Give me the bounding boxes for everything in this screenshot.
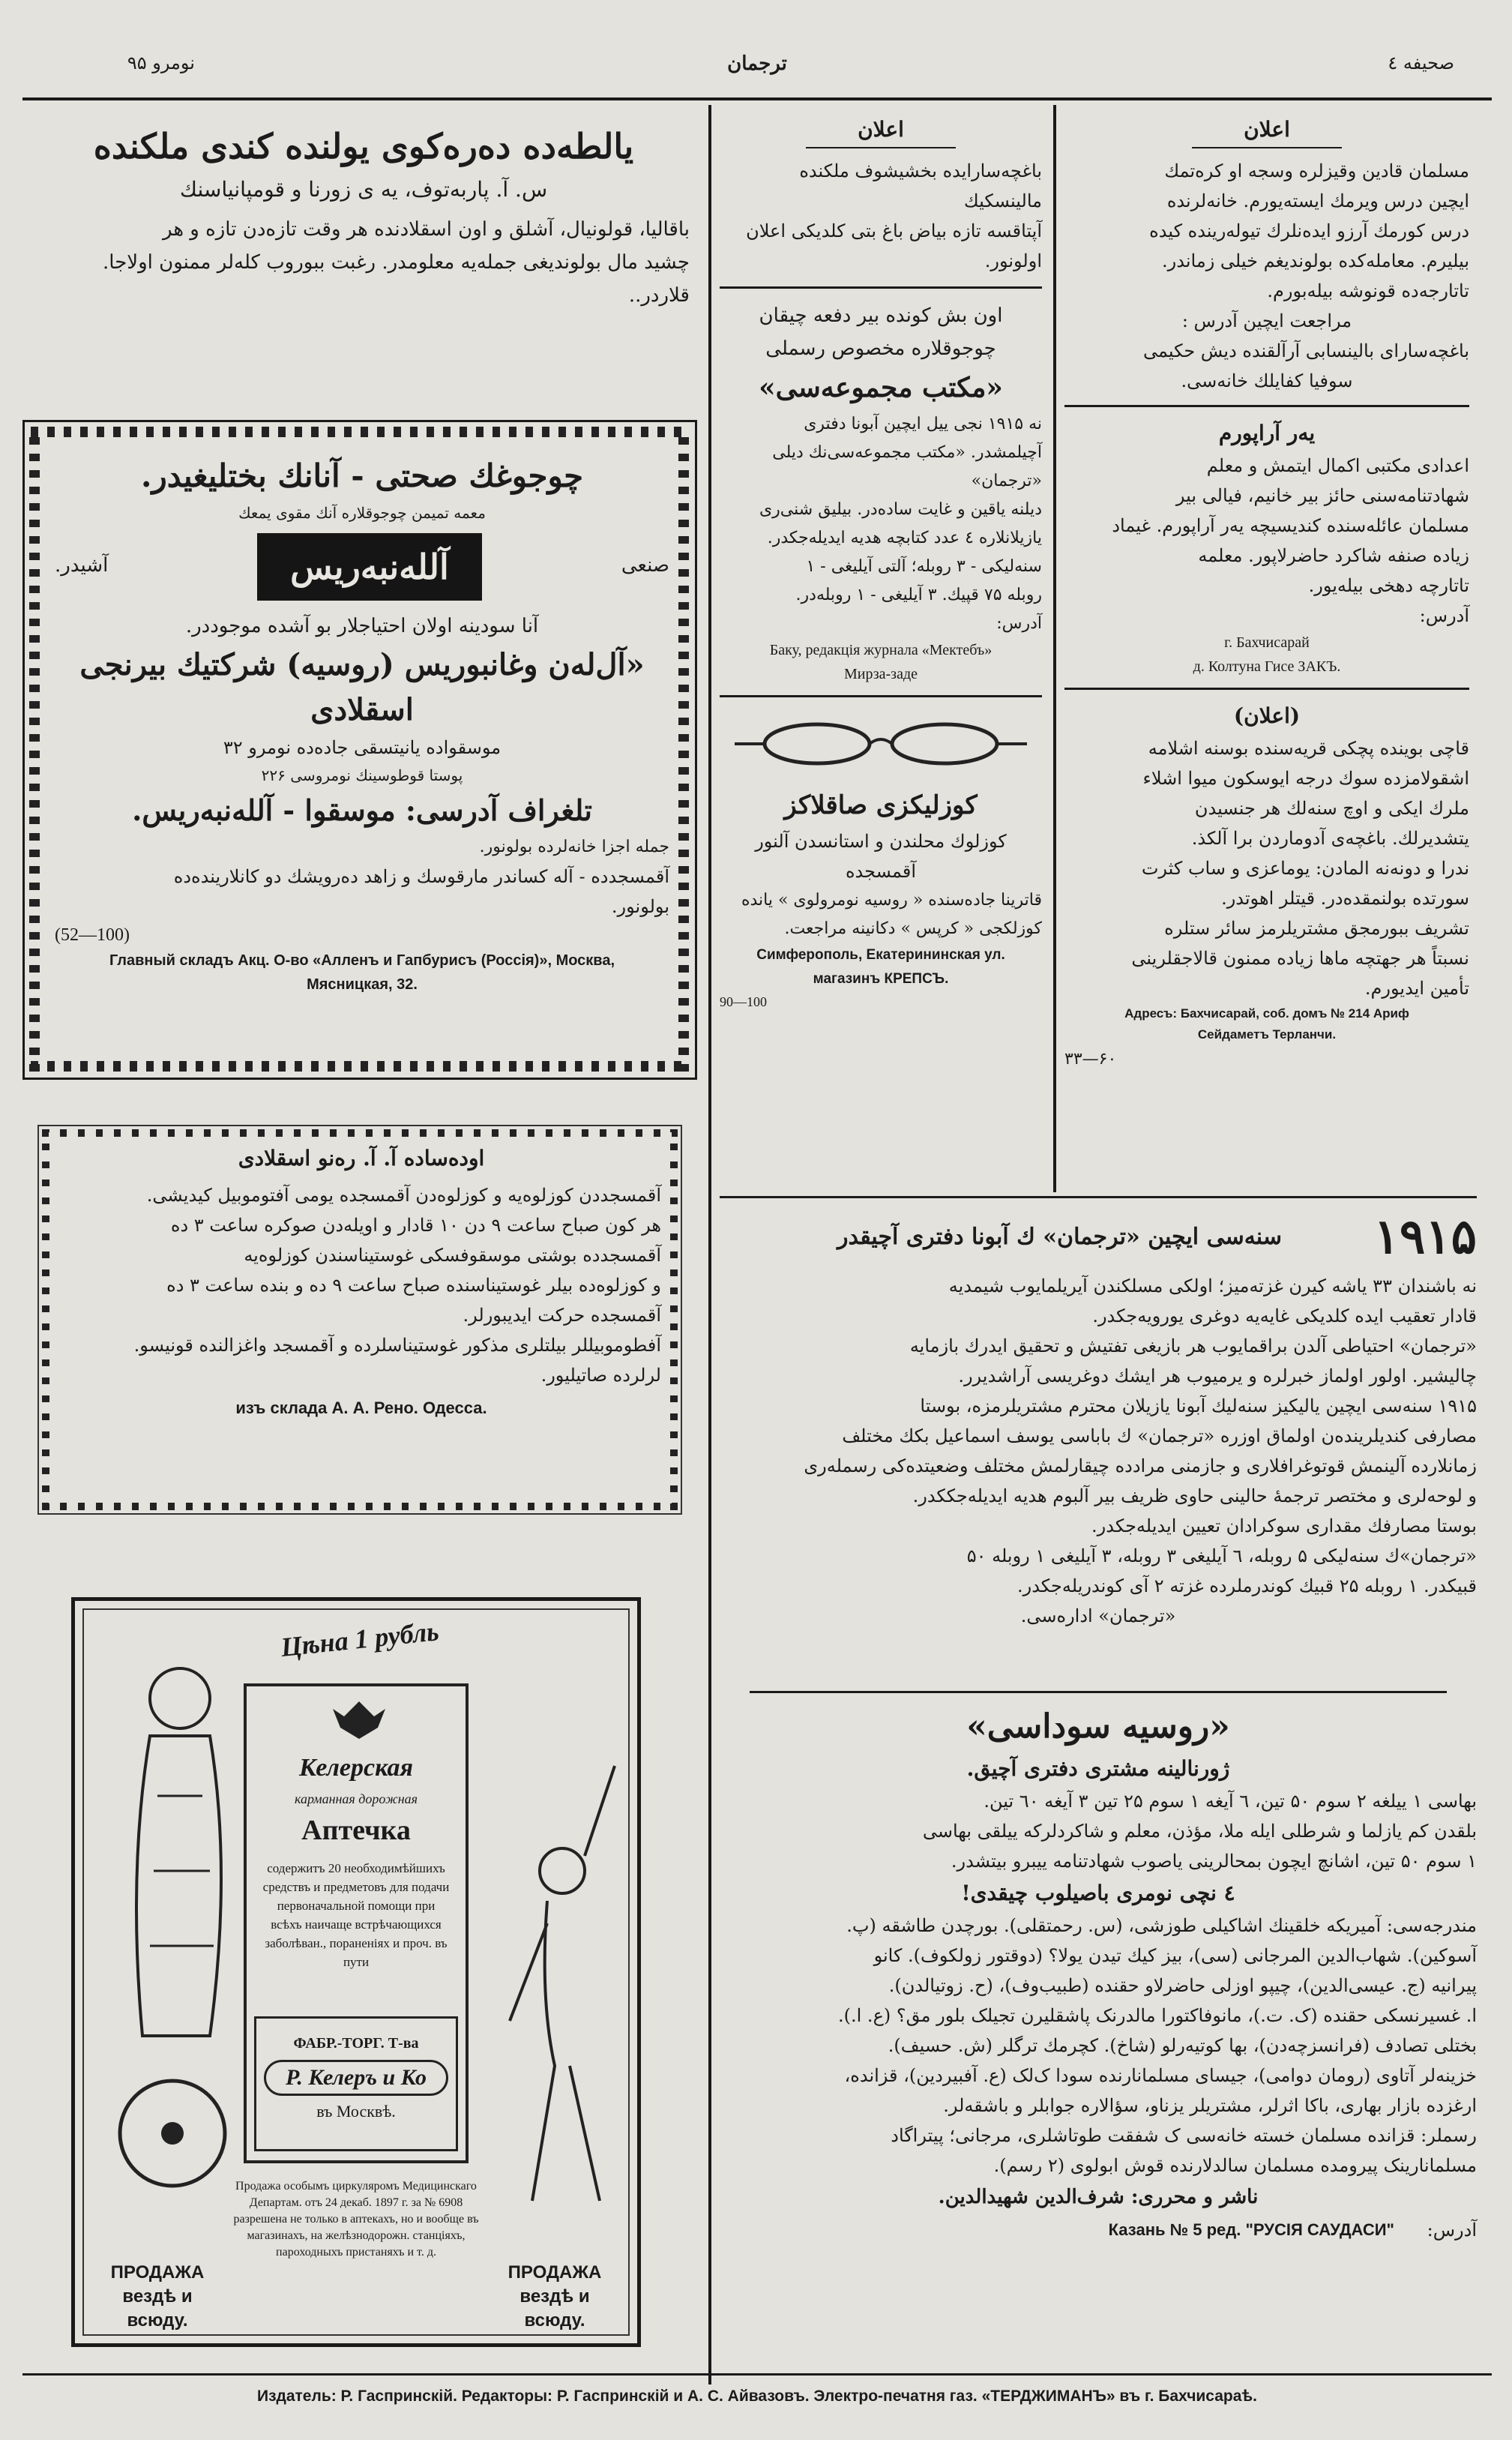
grocery-ad-line: باقالیا، قولونیال، آشلق و اون اسقلادنده هر وقت تازه‌دن تازه و هر — [162, 218, 690, 241]
russia-line: ارغزده بازار بهاری، باکا اثرلر، مشتریلر یزناو، سؤالاره جوابلر و باشقه‌لر. — [943, 2095, 1477, 2116]
ilan2-line: تشریف ببورمجق مشتریلرمز سائر ستلره — [1164, 918, 1469, 939]
right-ilan-line: تاتارجه‌ده قونوشه بیلەبورم. — [1267, 280, 1469, 301]
russia-line: مندرجه‌سی: آمیریکه خلقینك اشاکیلی طوزشی، (س. رحمتقلی). بورچدن طاشقه (پ. — [846, 1915, 1477, 1936]
grocery-ad-line: قلاردر.. — [628, 284, 690, 307]
ilan2-line: ندرا و دونه‌نه المادن: یوماعزی و ساب کثرت — [1141, 858, 1469, 879]
subscription-line: و لوحه‌لری و مختصر ترجمهٔ حالینی حاوی ظریف بیر آلبوم هدیه ایدیله‌جککدر. — [912, 1485, 1477, 1506]
reno-ad-title: اوده‌ساده آ. آ. ره‌نو اسقلادی — [238, 1146, 485, 1171]
right-ilan-line: سوفیا کفایلك خانەسی. — [1181, 370, 1353, 391]
dotted-border — [42, 1503, 678, 1510]
dotted-border — [42, 1129, 49, 1510]
mektep-line: یازیلانلاره ٤ عدد کتابچه هدیه ایدیله‌جکدر. — [767, 529, 1042, 547]
yar-line: تاتارچه دهخی بیله‌یور. — [1308, 575, 1469, 596]
russia-issue-headline: ٤ نچی نومری باصیلوب چیقدی! — [961, 1881, 1235, 1905]
column-rule-left — [708, 105, 711, 2385]
allenburys-suffix: آشیدر. — [55, 554, 109, 577]
ilan-line: اولونور. — [984, 250, 1042, 271]
mektep-line: دیلنه یاقین و غایت سادەدر. بیلیق شنی‌ری — [759, 500, 1042, 519]
subscription-line: «ترجمان» احتیاطی آلدن براقمایوب هر بازیغی تفتیش و تحقیق ایدرك بازمایه — [909, 1335, 1477, 1356]
yar-address-label: آدرس: — [1419, 605, 1469, 626]
allenburys-logo: آلله‌نبه‌ریس — [257, 533, 482, 601]
keller-description: содержитъ 20 необходимѣйшихъ средствъ и предметовъ для подачи первоначальной помощи при всѣхъ наичаще встрѣчающихся заболѣван., пораненіях и проч. въ пути — [262, 1861, 450, 1969]
russia-line: پیرانیه (ج. عیسی‌الدین)، چیپو اوزلی حاضرلاو حقنده (طبیب‌وف)، (ح. زوتیالدن). — [888, 1975, 1477, 1996]
subscription-line: نه باشندان ۳۳ یاشه کیرن غزته‌میز؛ اولکی مسلکندن آیریلمایوب شیمدیه — [948, 1275, 1477, 1296]
reno-ad-line: آفطوموبیللر بیلتلری مذکور غوستیناسلرده و آقمسجد واغزالنده قونیسو. — [133, 1335, 661, 1356]
man-figure-icon — [495, 1751, 630, 2231]
russia-address-label: آدرس: — [1427, 2220, 1477, 2241]
subscription-line: مصارفی کندیلرینده‌ن اولماق اوزره «ترجمان» ك باباسی یوسف اسماعیل بکك مختلف — [842, 1425, 1477, 1446]
reno-ad-line: لرلرده صاتیلیور. — [540, 1365, 661, 1386]
middle-column — [720, 112, 1042, 1012]
ilan-line: آپتاقسه تازه بیاض باغ بتی کلدیکی اعلان — [746, 220, 1042, 241]
glasses-number: 90—100 — [720, 994, 767, 1009]
right-ilan-line: مراجعت ایچین آدرس : — [1181, 310, 1352, 331]
subscription-year: ۱۹۱۵ — [1373, 1209, 1477, 1265]
ilan2-line: تأمین ایدیورم. — [1364, 978, 1469, 999]
allenburys-sub: معمه تمیمن چوجوقلاره آنك مقوی یمعك — [238, 504, 486, 522]
yar-russian: г. Бахчисарай — [1224, 634, 1310, 651]
russia-line: بهاسی ۱ ییلغه ۲ سوم ۵۰ تین، ٦ آیغه ۱ سوم ۲۵ تین ۳ آیغه ٦۰ تین. — [984, 1791, 1477, 1812]
subscription-line: «ترجمان»ك سنه‌لیکی ۵ روبله، ٦ آیلیغی ۳ روبله، ۳ آیلیغی ۱ روبله ۵۰ — [966, 1545, 1477, 1566]
subscription-line: زمانلارده آلینمش قوتوغرافلاری و جازمنی مرادده چیقارلمش مختلف وضعیتده‌کی رسمله‌ری — [804, 1455, 1477, 1476]
yar-line: مسلمان عائله‌سنده کندیسیچه یەر آراپورم. غیماد — [1112, 515, 1469, 536]
allenburys-number: (52—100) — [55, 925, 130, 945]
subscription-line: چالیشیر. اولور اولماز خبرلره و یرمیوب هر ایشك دوغریسی آراشدیرر. — [958, 1365, 1477, 1386]
russia-line: آسوکین). شهاب‌الدین المرجانی (سی)، بیز کیك تیدن یولا؟ (دوقتور زولکوف). کانو — [873, 1945, 1477, 1966]
mektep-address-label: آدرس: — [996, 614, 1042, 633]
allenburys-line: آنا سودینه اولان احتیاجلار بو آشده موجوددر. — [185, 615, 539, 637]
yar-russian: д. Колтуна Гисе ЗАКЪ. — [1193, 658, 1341, 675]
reno-ad-line: و کوزلوه‌ده بیلر غوستیناسنده صباح ساعت ۹ ده و بنده ساعت ۳ ده — [166, 1275, 661, 1296]
allenburys-ad — [22, 420, 697, 1080]
ilan2-line: یتشدیرلك. باغچه‌ی آدوماردن برا آلکذ. — [1191, 828, 1469, 849]
russia-line: مسلمانارینک پیرومده مسلمان سالدلارنده قوش ابولوی (۲ رسم). — [993, 2155, 1477, 2176]
russia-saudasi-notice — [720, 1702, 1477, 2247]
yar-line: شهادتنامه‌سنی حائز بیر خانیم، فیالی بیر — [1175, 485, 1469, 506]
aptechka-box — [244, 1683, 469, 2163]
ilan-line: باغچه‌سارایده بخشیشوف ملکنده مالینسکیك — [799, 160, 1042, 211]
glasses-russian: магазинъ КРЕПСЪ. — [813, 971, 949, 987]
ilan2-line: سورتده بولنمقده‌در. قیتلر اهوتدر. — [1221, 888, 1469, 909]
glasses-line: قاترینا جاده‌سنده « روسیه نومرولوی » یانده — [741, 891, 1042, 910]
ilan2-title: (اعلان) — [1233, 703, 1301, 728]
subscription-line: قبیکدر. ۱ روبله ۲۵ قبیك کوندرملرده غزته ۲ آی کوندریله‌جکدر. — [1016, 1575, 1477, 1596]
footer-imprint: Издатель: Р. Гаспринскій. Редакторы: Р. Гаспринскій и А. С. Айвазовъ. Электро-печатня газ. «ТЕРДЖИМАНЪ» въ г. Бахчисараѣ. — [256, 2388, 1258, 2405]
keller-city: въ Москвѣ. — [316, 2102, 396, 2121]
reno-ad-line: آقمسجده حرکت ایدیبورلر. — [463, 1305, 661, 1326]
keller-sale-left: ПРОДАЖА вездѣ и всюду. — [110, 2262, 205, 2331]
dotted-border — [42, 1129, 678, 1137]
grocery-ad-line: چشید مال بولوندیغی جمله‌یه معلومدر. رغبت ببوروب کله‌لر ممنون اولاجا. — [103, 251, 690, 274]
yar-line: زیاده صنفه شاکرد حاضرلاپور. معلمه — [1198, 545, 1469, 566]
keller-aptechka-ad — [71, 1597, 641, 2347]
russia-title: «روسیه سوداسی» — [966, 1707, 1230, 1746]
allenburys-firm: «آل‌له‌ن وغانبوریس (روسیه) شرکتیك بیرنجی — [79, 647, 645, 682]
right-ilan-line: درس کورمك آرزو ایده‌نلرك تیوله‌رینده کیده — [1149, 220, 1469, 241]
keller-small: карманная дорожная — [295, 1791, 418, 1806]
keller-brand: Келерская — [299, 1754, 413, 1782]
russia-line: رسملر: قزانده مسلمان خسته خانه‌سی ک شفقت طوتاشلری، مرجانی؛ پیتراگاد — [891, 2125, 1477, 2146]
ilan2-line: قاچی بوینده پچکی قریه‌سنده بوسنه اشلامه — [1148, 738, 1469, 759]
ilan2-russian: Сейдаметъ Терланчи. — [1197, 1027, 1337, 1042]
allenburys-line: آقمسجدده - آله کساندر مارقوسك و زاهد ده‌رویشك دو کانلارینده‌ده — [173, 866, 669, 887]
grocery-ad-title: یالطه‌ده دەره‌کوی یولنده کندی ملکنده — [93, 126, 634, 166]
ilan2-russian: Адресъ: Бахчисарай, соб. домъ № 214 Ариф — [1124, 1006, 1409, 1021]
eyeglasses-icon — [720, 706, 1042, 781]
mektep-russian: Баку, редакція журнала «Мектебъ» — [769, 642, 993, 658]
yar-title: یەر آراپورم — [1218, 421, 1316, 445]
allenburys-line: بولونور. — [611, 896, 669, 917]
tercuman-subscription — [720, 1204, 1477, 1631]
russia-line: خزینه‌لر آتاوی (رومان دوامی)، جیسای مسلمانارنده سودا ک‌لک (ع. آفبیردین)، قزانده، — [844, 2065, 1477, 2086]
mektep-line: چوجوقلاره مخصوص رسملی — [765, 337, 996, 360]
right-ilan-line: ایچین درس ویرمك ایسته‌یورم. خانه‌لرنده — [1166, 190, 1469, 211]
column-rule-right — [1053, 105, 1056, 1192]
allenburys-firm: اسقلادی — [310, 692, 414, 727]
yar-line: اعدادی مکتبی اکمال ایتمش و معلم — [1206, 455, 1469, 476]
glasses-line: آقمسجده — [845, 861, 917, 882]
keller-firm: Р. Келеръ и Ко — [286, 2065, 427, 2090]
ilan2-number: ۶۰—۳۳ — [1064, 1050, 1117, 1069]
glasses-title: کوزلیکزی صاقلاکز — [784, 790, 978, 820]
reno-ad-line: آقمسجددن کوزلوه‌یه و کوزلوه‌دن آقمسجده یومی آفتوموبیل کیدیشی. — [146, 1185, 661, 1206]
glasses-line: کوزلوك محلندن و استانسدن آلنور — [755, 831, 1007, 852]
right-ilan-title: اعلان — [1244, 117, 1290, 142]
russia-line: ا. غسیرنسکی حقنده (ک. ت.)، مانوفاکتورا مالدرنک پاشقلیرن تجیلک بلور مق؟ (ع. ا.). — [838, 2005, 1477, 2026]
keller-fab: ФАБР.-ТОРГ. Т-ва — [293, 2035, 419, 2052]
allenburys-line: جمله اجزا خانه‌لرده بولونور. — [479, 838, 669, 856]
mektep-line: نه ۱۹۱۵ نجی ییل ایچین آبونا دفتری — [804, 415, 1042, 433]
allenburys-postbox: پوستا قوطوسینك نومروسی ۲۲۶ — [261, 766, 463, 784]
eagle-emblem-icon — [329, 1694, 389, 1746]
masthead-rule — [22, 97, 1492, 100]
allenburys-prefix: صنعی — [621, 554, 669, 577]
ilan2-line: اشقولامزده سوك درجه ایوسکون میوا اشلاء — [1142, 768, 1469, 789]
russia-publisher: ناشر و محرری: شرف‌الدین شهیدالدین. — [938, 2186, 1259, 2208]
ornament-border — [31, 1061, 689, 1072]
keller-sale-right: ПРОДАЖА вездѣ и всюду. — [507, 2262, 602, 2331]
mektep-line: آچیلمشدر. «مکتب مجموعه‌سی‌نك دیلی «ترجمان» — [772, 443, 1042, 490]
right-ilan-line: باغچه‌سارای بالینسابی آرآلقنده دیش حکیمی — [1142, 340, 1469, 361]
reno-ad-line: آقمسجدده بوشتی موسقوفسکی غوستیناسندن کوزلوه‌یه — [244, 1245, 661, 1266]
glasses-line: کوزلکجی « کرپس » دکانینه مراجعت. — [784, 919, 1042, 938]
keller-price: Цѣна 1 рубль — [279, 1616, 441, 1662]
right-ilan-line: بیلیرم. معامله‌کده بولوندیغم خیلی زماندر. — [1162, 250, 1469, 271]
russia-line: ۱ سوم ۵۰ تین، اشانچ ایچون بمحالرینی یاصوب شهادتنامه ییبرو بیتشدر. — [951, 1851, 1477, 1872]
mektep-line: اون بش کونده بیر دفعه چیقان — [759, 304, 1003, 327]
subscription-signature: «ترجمان» اداره‌سی. — [1020, 1605, 1176, 1626]
ilan2-line: نسبتاً هر جهتچه ماها زیاده ممنون قالاجقلرینی — [1131, 948, 1469, 969]
page-number: صحیفه ٤ — [1388, 52, 1454, 73]
russia-line: بختلی تصادف (فرانسزچه‌دن)، بها کوتیه‌رلو (شاخ). کچرمك ترگلر (ش. حسیف). — [888, 2035, 1477, 2056]
reno-ad-line: هر کون صباح ساعت ۹ دن ۱۰ قادار و اویله‌دن صوکره ساعت ۳ ده — [170, 1215, 661, 1236]
subscription-headline: سنه‌سی ایچین «ترجمان» ك آبونا دفتری آچیقدر — [837, 1224, 1282, 1250]
keller-name: Аптечка — [301, 1815, 411, 1846]
russia-line: بلقدن کم یازلما و شرطلی ایله ملا، مؤذن، معلم و شاکردلرکه ییلقی بهاسی — [922, 1821, 1477, 1842]
glasses-russian: Симферополь, Екатерининская ул. — [756, 947, 1005, 963]
dotted-border — [670, 1129, 678, 1510]
allenburys-telegraph: تلغراف آدرسی: موسقوا - آلله‌نبه‌ریس. — [132, 793, 592, 827]
ilan-title: اعلان — [858, 117, 904, 142]
right-column — [1064, 112, 1469, 1074]
allenburys-headline: چوجوغك صحتی - آنانك بختلیغیدر. — [140, 457, 584, 494]
ilan2-line: ملرك ایکی و اوچ سنه‌لك هر جنسیدن — [1194, 798, 1469, 819]
ornament-border — [29, 428, 40, 1072]
reno-ad — [37, 1125, 682, 1515]
allenburys-address: موسقواده یانیتسقی جاده‌ده نومرو ۳۲ — [223, 737, 502, 758]
reno-ad-russian: изъ склада А. А. Рено. Одесса. — [235, 1398, 487, 1417]
mektep-russian: Мирза-заде — [844, 666, 918, 682]
keller-sale-note: Продажа особымъ циркуляромъ Медицинскаго Департам. отъ 24 декаб. 1897 г. за № 6908 разрешена не только в аптекахъ, но и вообще въ магазинахъ, на желѣзнодорожн. станціяхъ, пароходныхъ пристаняхъ и т. д. — [233, 2180, 479, 2259]
ornament-border — [31, 427, 689, 437]
russia-address: Казань № 5 ред. "РУСІЯ САУДАСИ" — [1108, 2220, 1394, 2239]
ornament-border — [678, 428, 689, 1072]
subscription-line: بوستا مصارفك مقداری سوکرادان تعیین ایدیله‌جکدر. — [1091, 1515, 1477, 1536]
grocery-ad-owner: س. آ. پاربه‌توف، یه ی زورنا و قومپانیاسنك — [179, 177, 548, 202]
right-ilan-line: مسلمان قادین وقیزلره وسجه او کرەتمك — [1164, 160, 1469, 181]
issue-number: نومرو ۹۵ — [127, 52, 195, 73]
allenburys-russian: Главный складъ Акц. О-во «Алленъ и Гапбурисъ (Россiя)», Москва, — [109, 952, 615, 969]
grocery-ad — [37, 120, 690, 312]
russia-subtitle: ژورنالینه مشتری دفتری آچیق. — [966, 1756, 1230, 1781]
paper-name: ترجمان — [727, 52, 787, 75]
subscription-line: قادار تعقیب ایده کلدیکی غایه‌یه دوغری یورویه‌جکدر. — [1092, 1305, 1477, 1326]
allenburys-russian: Мясницкая, 32. — [307, 976, 418, 993]
woman-figure-icon — [97, 1646, 255, 2216]
mektep-line: روبله ۷۵ قپیك. ۳ آیلیغی - ۱ روبله‌در. — [795, 586, 1042, 604]
mektep-line: سنه‌لیکی - ۳ روبله؛ آلتی آیلیغی - ۱ — [806, 557, 1042, 576]
mektep-title: «مکتب مجموعه‌سی» — [759, 372, 1003, 403]
subscription-line: ۱۹۱۵ سنه‌سی ایچین یالیکیز سنه‌لیك آبونا یازیلان محترم مشتریلرمزه، بوستا — [920, 1395, 1477, 1416]
